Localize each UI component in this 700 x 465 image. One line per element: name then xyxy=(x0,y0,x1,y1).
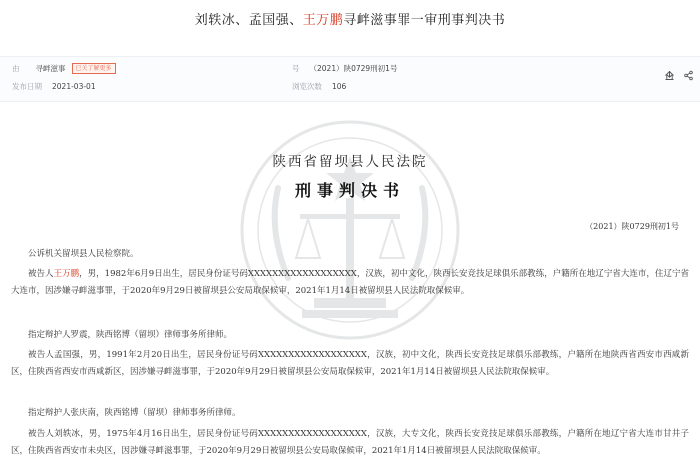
counsel-2-paragraph: 指定辩护人张庆南，陕西铭博（留坝）律师事务所律师。 xyxy=(28,408,241,418)
page-title xyxy=(0,9,700,28)
meta-date-value: 2021-03-01 xyxy=(52,82,96,91)
home-icon[interactable] xyxy=(664,70,675,81)
share-icon[interactable] xyxy=(683,70,694,81)
defendant-1-name: 王万鹏 xyxy=(53,269,80,279)
meta-views-value: 106 xyxy=(332,82,347,91)
defendant-1-details: ，男，1982年6月9日出生，居民身份证号码XXXXXXXXXXXXXXXXXX，汉族，初中文化，陕西长安竞技足球俱乐部教练，户籍所在地辽宁省大连市，住辽宁省大连市，因涉嫌寻衅滋事罪，于2020年9月29日被留坝县公安局取保候审，2021年1月14日被留坝县人民法院取保候审。 xyxy=(11,269,689,296)
title-highlight: 王万鹏 xyxy=(302,13,344,28)
prosecutor-paragraph: 公诉机关留坝县人民检察院。 xyxy=(28,249,139,259)
meta-views xyxy=(292,81,346,92)
court-name: 陕西省留坝县人民法院 xyxy=(272,154,428,170)
meta-cause xyxy=(12,63,116,74)
meta-date-label: 发布日期 xyxy=(12,82,42,91)
meta-case xyxy=(292,63,397,74)
meta-cause-value[interactable]: 寻衅滋事 xyxy=(35,64,66,73)
case-number: （2021）陕0729刑初1号 xyxy=(585,222,679,231)
meta-date xyxy=(12,81,96,92)
defendant-1-prefix: 被告人 xyxy=(28,269,54,279)
learn-more-tag[interactable]: 已关了解更多 xyxy=(72,63,116,74)
document-type: 刑事判决书 xyxy=(294,181,405,200)
defendant-2-paragraph: 被告人孟国强，男，1991年2月20日出生，居民身份证号码XXXXXXXXXXXXXXXXXX，汉族，初中文化，陕西长安竞技足球俱乐部教练，户籍所在地陕西省西安市西咸新区，住陕西省西安市西咸新区，因涉嫌寻衅滋事罪，于2020年9月29日被留坝县公安局取保候审，2021年1月14日被留坝县人民法院取保候审。 xyxy=(11,350,689,377)
title-part-2: 寻衅滋事罪一审刑事判决书 xyxy=(343,13,506,28)
meta-cause-label: 由 xyxy=(12,64,20,73)
meta-case-label: 号 xyxy=(292,64,300,73)
counsel-1-paragraph: 指定辩护人罗震，陕西铭博（留坝）律师事务所律师。 xyxy=(28,330,233,340)
meta-views-label: 浏览次数 xyxy=(292,82,322,91)
defendant-1-paragraph xyxy=(11,266,689,300)
defendant-3-paragraph: 被告人刘轶冰，男，1975年4月16日出生，居民身份证号码XXXXXXXXXXXXXXXXXX，汉族，大专文化，陕西长安竞技足球俱乐部教练，户籍所在地辽宁省大连市甘井子区，住陕西省西安市未央区，因涉嫌寻衅滋事罪，于2020年9月29日被留坝县公安局取保候审，2021年1月14日被留坝县人民法院取保候审。 xyxy=(11,429,689,456)
title-part-1: 刘轶冰、孟国强、 xyxy=(194,13,303,28)
meta-case-value: （2021）陕0729刑初1号 xyxy=(309,64,398,73)
